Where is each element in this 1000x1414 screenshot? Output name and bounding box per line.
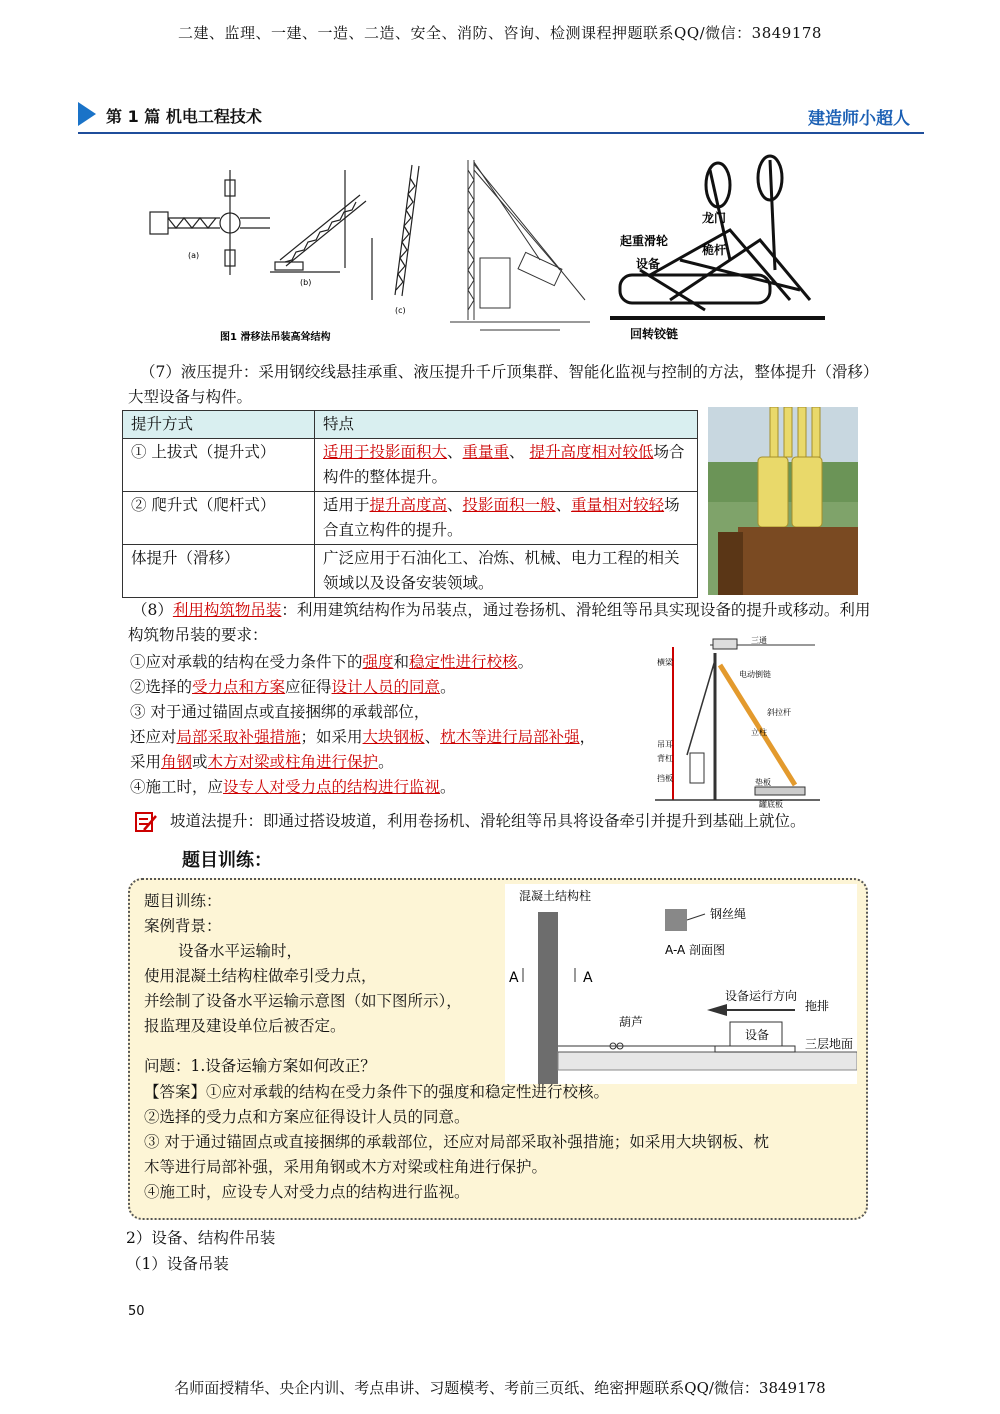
floor-label: 三层地面 bbox=[805, 1037, 854, 1051]
structure-hoist-diagram bbox=[655, 635, 820, 810]
lifting-methods-table bbox=[122, 410, 698, 598]
label-stop-plate: 挡板 bbox=[657, 774, 673, 783]
a-right-label: A bbox=[583, 970, 593, 986]
item7-text: （7）液压提升：采用钢绞线悬挂承重、液压提升千斤顶集群、智能化监视与控制的方法，整体提升（滑移）大型设备与构件。 bbox=[128, 363, 871, 406]
section-label: A-A 剖面图 bbox=[665, 943, 726, 957]
sled-label: 拖排 bbox=[805, 999, 830, 1013]
figure1-diagrams bbox=[140, 150, 440, 350]
exercise-line: 并绘制了设备水平运输示意图（如下图所示）， bbox=[144, 992, 462, 1010]
item8-rest: ：利用建筑结构作为吊装点，通过卷扬机、滑轮组等吊具实现设备的提升或移动。利用构筑物吊装的要求： bbox=[128, 601, 871, 644]
answer-line: ②选择的受力点和方案应征得设计人员的同意。 bbox=[144, 1108, 470, 1126]
bottom-banner: 名师面授精华、央企内训、考点串讲、习题模考、考前三页纸、绝密押题联系QQ/微信：3849178 bbox=[174, 1379, 826, 1397]
underlined-keyword: 角钢 bbox=[161, 753, 193, 771]
sub-b-label: (b) bbox=[300, 278, 312, 287]
req1-line bbox=[130, 650, 650, 675]
text-run: 场合直立构件的提升。 bbox=[323, 496, 680, 539]
label-tee: 三通 bbox=[751, 636, 767, 645]
underlined-keyword: 设计人员的同意 bbox=[331, 678, 441, 696]
req4-line bbox=[130, 775, 650, 800]
feature-cell bbox=[315, 545, 698, 598]
label-column: 立柱 bbox=[751, 728, 767, 737]
table-row bbox=[123, 545, 698, 598]
text-run: 应征得 bbox=[285, 678, 332, 696]
exercise-background bbox=[144, 889, 524, 1039]
text-run: 。 bbox=[440, 778, 456, 796]
equipment-label: 设备 bbox=[636, 257, 661, 271]
table-body bbox=[123, 439, 698, 598]
item8-keyword: 利用构筑物吊装 bbox=[172, 601, 282, 619]
text-run: 、 bbox=[424, 728, 441, 746]
hinge-label: 回转铰链 bbox=[630, 327, 679, 341]
answer-line: ④施工时，应设专人对受力点的结构进行监视。 bbox=[144, 1183, 470, 1201]
req3b-line bbox=[130, 725, 650, 750]
underlined-keyword: 重量相对较轻 bbox=[571, 496, 665, 514]
text-run: 、 bbox=[447, 496, 463, 514]
text-run: 采用 bbox=[130, 753, 162, 771]
underlined-keyword: 提升高度相对较低 bbox=[529, 443, 654, 461]
text-run: 场合构件的整体提升。 bbox=[323, 443, 685, 486]
brand-label: 建造师小超人 bbox=[808, 109, 910, 129]
label-brace: 斜拉杆 bbox=[767, 708, 791, 717]
underlined-keyword: 枕木等进行局部补强 bbox=[440, 728, 580, 746]
method-cell: ② 爬升式（爬杆式） bbox=[123, 492, 315, 545]
item8-prefix: （8） bbox=[132, 601, 173, 619]
underlined-keyword: 投影面积一般 bbox=[462, 496, 556, 514]
text-run: ， bbox=[579, 728, 596, 746]
feature-cell bbox=[315, 439, 698, 492]
text-run: 。 bbox=[378, 753, 394, 771]
exercise-line: 报监理及建设单位后被否定。 bbox=[144, 1017, 346, 1035]
figure1-caption: 图1 滑移法吊装高耸结构 bbox=[220, 332, 331, 343]
equipment-box-label: 设备 bbox=[745, 1028, 770, 1042]
text-run: 、 bbox=[509, 443, 530, 461]
exercise-answer bbox=[144, 1080, 860, 1205]
underlined-keyword: 大块钢板 bbox=[362, 728, 425, 746]
table-row bbox=[123, 439, 698, 492]
text-run: 和 bbox=[393, 653, 410, 671]
exercise-line: 案例背景： bbox=[144, 917, 222, 935]
gantry-label: 龙门 bbox=[702, 211, 727, 225]
pulley-label: 起重滑轮 bbox=[620, 234, 669, 248]
sub-c-label: (c) bbox=[395, 306, 406, 315]
table-row bbox=[123, 492, 698, 545]
text-run: ④施工时，应 bbox=[130, 778, 224, 796]
underlined-keyword: 设专人对受力点的结构进行监视 bbox=[223, 778, 441, 796]
req3a-line: ③ 对于通过锚固点或直接捆绑的承载部位， bbox=[130, 703, 430, 721]
item9-text: 坡道法提升：即通过搭设坡道，利用卷扬机、滑轮组等吊具将设备牵引并提升到基础上就位。 bbox=[170, 812, 806, 830]
table-header-feature: 特点 bbox=[315, 411, 698, 439]
exercise-question: 问题：1.设备运输方案如何改正？ bbox=[144, 1057, 376, 1075]
text-run: 或 bbox=[192, 753, 208, 771]
exercise-line: 使用混凝土结构柱做牵引受力点， bbox=[144, 967, 377, 985]
text-run: 还应对 bbox=[130, 728, 177, 746]
underlined-keyword: 适用于投影面积大 bbox=[323, 443, 448, 461]
section2-1-heading: （1）设备吊装 bbox=[126, 1255, 229, 1273]
text-run: 适用于 bbox=[323, 496, 370, 514]
underlined-keyword: 重量重 bbox=[462, 443, 510, 461]
answer-line: 木等进行局部补强，采用角钢或木方对梁或柱角进行保护。 bbox=[144, 1158, 548, 1176]
text-run: 、 bbox=[555, 496, 572, 514]
underlined-keyword: 提升高度高 bbox=[369, 496, 448, 514]
hydraulic-jack-photo bbox=[708, 407, 858, 595]
table-header-method: 提升方式 bbox=[123, 411, 315, 439]
a-left-label: A bbox=[509, 970, 519, 986]
gantry-photo-sketch bbox=[610, 150, 825, 345]
underlined-keyword: 局部采取补强措施 bbox=[176, 728, 301, 746]
transport-diagram bbox=[505, 884, 857, 1084]
method-cell: ① 上拔式（提升式） bbox=[123, 439, 315, 492]
mast-label: 桅杆 bbox=[702, 243, 727, 257]
text-run: 。 bbox=[517, 653, 534, 671]
exercise-line: 题目训练： bbox=[144, 892, 222, 910]
triangle-bullet-icon bbox=[78, 102, 96, 126]
direction-label: 设备运行方向 bbox=[725, 989, 798, 1003]
hoist-label: 葫芦 bbox=[619, 1015, 644, 1029]
exercise-line: 设备水平运输时， bbox=[178, 942, 303, 960]
sub-a-label: (a) bbox=[188, 251, 200, 260]
text-run: 广泛应用于石油化工、冶炼、机械、电力工程的相关领域以及设备安装领域。 bbox=[323, 549, 680, 592]
feature-cell bbox=[315, 492, 698, 545]
column-label: 混凝土结构柱 bbox=[519, 889, 592, 903]
req2-line bbox=[130, 675, 650, 700]
item8-requirements bbox=[130, 650, 650, 800]
page-number: 50 bbox=[128, 1304, 145, 1319]
answer-line: 【答案】①应对承载的结构在受力条件下的强度和稳定性进行校核。 bbox=[144, 1083, 610, 1101]
text-run: ②选择的 bbox=[130, 678, 193, 696]
text-run: ①应对承载的结构在受力条件下的 bbox=[130, 653, 363, 671]
underlined-keyword: 木方对梁或柱角进行保护 bbox=[207, 753, 379, 771]
method-cell: 体提升（滑移） bbox=[123, 545, 315, 598]
req3c-line bbox=[130, 750, 650, 775]
wire-label: 钢丝绳 bbox=[710, 907, 747, 921]
underlined-keyword: 受力点和方案 bbox=[192, 678, 286, 696]
label-lug: 吊耳 bbox=[657, 740, 673, 749]
page-header bbox=[78, 98, 924, 134]
note-icon bbox=[134, 810, 158, 834]
label-pad: 垫板 bbox=[755, 778, 771, 787]
mast-structure-diagram bbox=[440, 150, 600, 340]
chapter-title: 第 1 篇 机电工程技术 bbox=[106, 107, 262, 126]
exercise-heading: 题目训练： bbox=[182, 850, 272, 871]
underlined-keyword: 强度 bbox=[362, 653, 394, 671]
text-run: ；如采用 bbox=[300, 728, 363, 746]
top-banner: 二建、监理、一建、一造、二造、安全、消防、咨询、检测课程押题联系QQ/微信：3849178 bbox=[178, 24, 822, 42]
label-back-bar: 背杠 bbox=[657, 754, 673, 763]
section2-heading: 2）设备、结构件吊装 bbox=[126, 1229, 276, 1247]
answer-line: ③ 对于通过锚固点或直接捆绑的承载部位，还应对局部采取补强措施；如采用大块钢板、枕 bbox=[144, 1133, 769, 1151]
label-tank-bottom: 罐底板 bbox=[759, 800, 783, 809]
text-run: 。 bbox=[440, 678, 456, 696]
label-chain-hoist: 电动倒链 bbox=[739, 670, 771, 679]
underlined-keyword: 稳定性进行校核 bbox=[409, 653, 518, 671]
label-beam: 横梁 bbox=[657, 658, 673, 667]
text-run: 、 bbox=[447, 443, 463, 461]
